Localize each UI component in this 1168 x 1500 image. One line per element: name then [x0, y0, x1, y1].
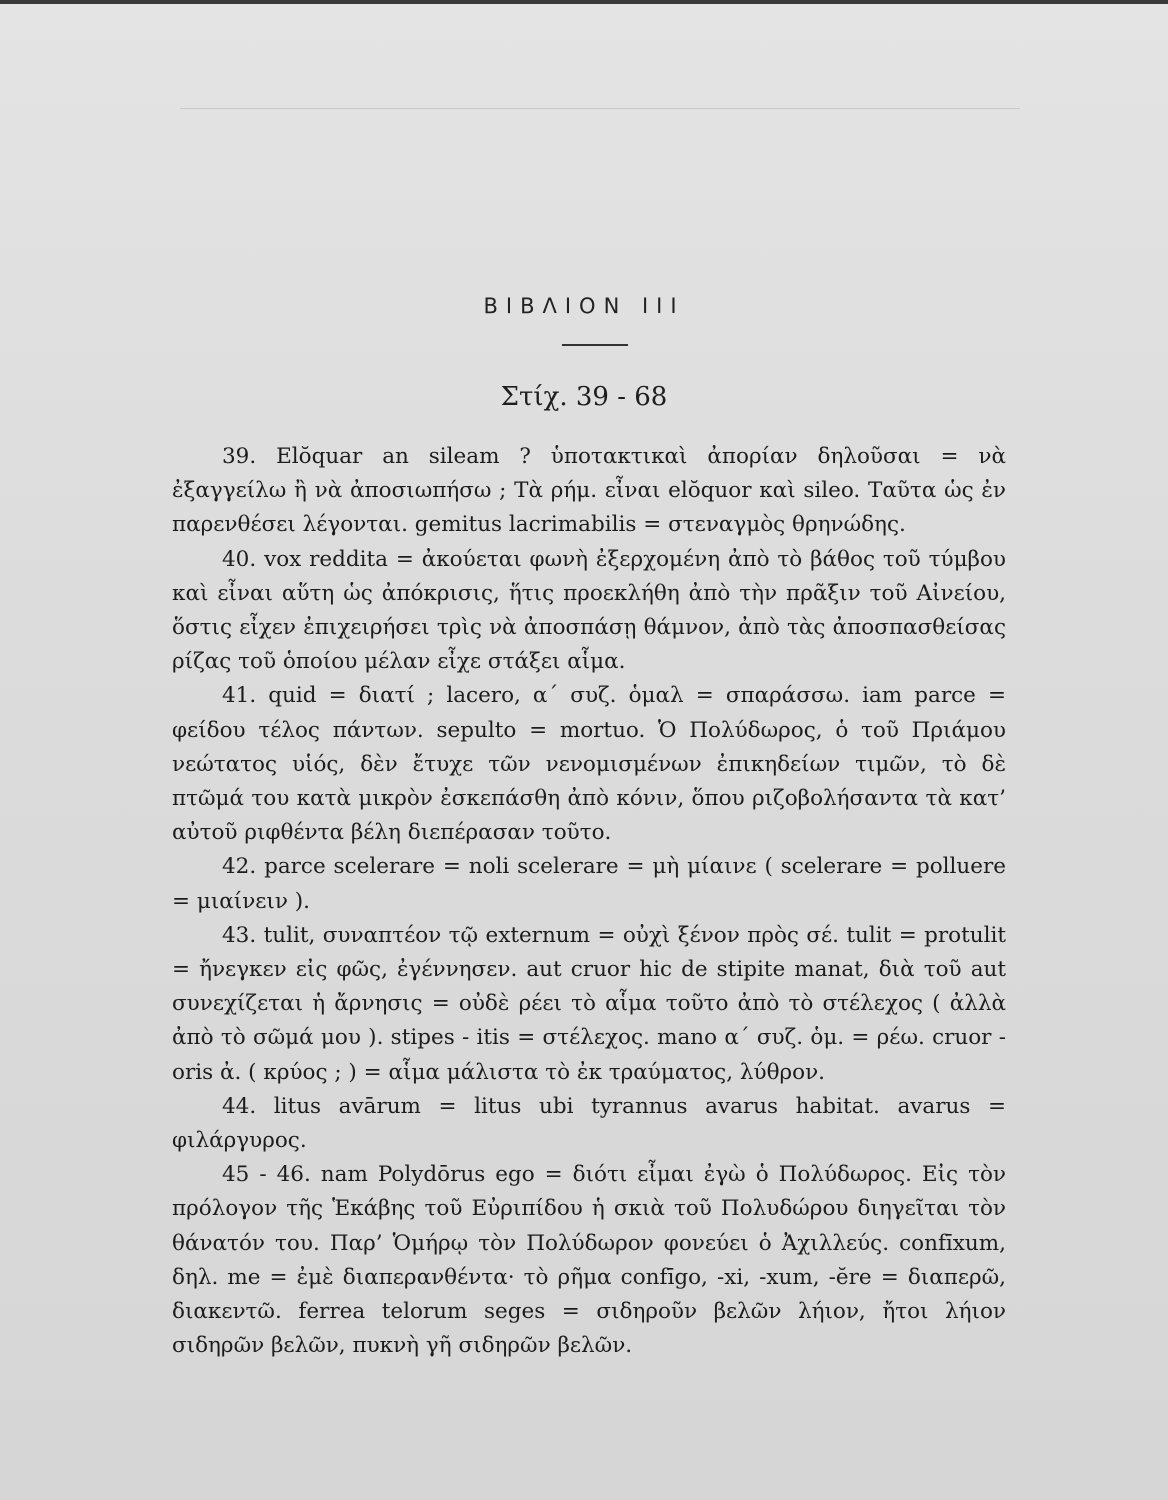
verse-number: 45 - 46. — [222, 1162, 311, 1188]
verses-heading: Στίχ. 39 - 68 — [500, 382, 668, 412]
header-divider — [562, 344, 628, 346]
entry-text: Elŏquar an sileam ? ὑποτακτικαὶ ἀπορίαν δηλοῦσαι = νὰ ἐξαγγείλω ἢ νὰ ἀποσιωπήσω ; Τὰ ρήμ. εἶναι elŏquor καὶ sileo. Ταῦτα ὡς ἐν παρενθέσει λέγονται. gemitus lacrimabilis = στεναγμὸς θρηνώδης. — [172, 444, 1006, 538]
entry-text: parce scelerare = noli scelerare = μὴ μίαινε ( scelerare = polluere = μιαίνειν ). — [172, 854, 1006, 914]
entry-text: nam Polydōrus ego = διότι εἶμαι ἐγὼ ὁ Πολύδωρος. Εἰς τὸν πρόλογον τῆς Ἑκάβης τοῦ Εὐριπίδου ἡ σκιὰ τοῦ Πολυδώρου διηγεῖται τὸν θάνατόν του. Παρ’ Ὁμήρῳ τὸν Πολύδωρον φονεύει ὁ Ἀχιλλεύς. confīxum, δηλ. me = ἐμὲ διαπερανθέντα· τὸ ρῆμα confīgo, -xi, -xum, -ĕre = διαπερῶ, διακεντῶ. ferrea telorum seges = σιδηροῦν βελῶν λήιον, ἤτοι λήιον σιδηρῶν βελῶν, πυκνὴ γῆ σιδηρῶν βελῶν. — [172, 1162, 1006, 1359]
verse-number: 41. — [222, 683, 257, 709]
entry-text: tulit, συναπτέον τῷ externum = οὐχὶ ξένον πρὸς σέ. tulit = protulit = ἤνεγκεν εἰς φῶς, ἐγέννησεν. aut cruor hic de stipite manat, διὰ τοῦ aut συνεχίζεται ἡ ἄρνησις = οὐδὲ ρέει τὸ αἷμα τοῦτο ἀπὸ τὸ στέλεχος ( ἀλλὰ ἀπὸ τὸ σῶμά μου ). stipes - itis = στέλεχος. mano α΄ συζ. ὁμ. = ρέω. cruor - oris ἀ. ( κρύος ; ) = αἷμα μάλιστα τὸ ἐκ τραύματος, λύθρον. — [172, 922, 1006, 1085]
commentary-entry-40 — [172, 543, 1006, 680]
commentary-entry-39 — [172, 440, 1006, 543]
verse-number: 40. — [222, 546, 257, 572]
commentary-entry-41 — [172, 679, 1006, 850]
entry-text: litus avārum = litus ubi tyrannus avarus habitat. avarus = φιλάργυρος. — [172, 1093, 1006, 1154]
commentary-body — [172, 440, 1006, 1363]
show-through-rule — [180, 108, 1020, 109]
commentary-entry-43 — [172, 919, 1006, 1090]
verse-number: 42. — [222, 854, 257, 880]
verse-number: 44. — [222, 1093, 257, 1119]
scan-top-edge — [0, 0, 1168, 4]
commentary-entry-44 — [172, 1090, 1006, 1158]
commentary-entry-45-46 — [172, 1158, 1006, 1363]
book-header: ΒΙΒΛΙΟΝ III — [483, 294, 685, 318]
commentary-entry-42 — [172, 850, 1006, 918]
verse-number: 43. — [222, 922, 257, 948]
verse-number: 39. — [222, 444, 257, 469]
entry-text: vox reddita = ἀκούεται φωνὴ ἐξερχομένη ἀπὸ τὸ βάθος τοῦ τύμβου καὶ εἶναι αὕτη ὡς ἀπόκρισις, ἥτις προεκλήθη ἀπὸ τὴν πρᾶξιν τοῦ Αἰνείου, ὅστις εἶχεν ἐπιχειρήσει τρὶς νὰ ἀποσπάσῃ θάμνον, ἀπὸ τὰς ἀποσπασθείσας ρίζας τοῦ ὁποίου μέλαν εἶχε στάξει αἷμα. — [172, 546, 1006, 675]
entry-text: quid = διατί ; lacero, α΄ συζ. ὁμαλ = σπαράσσω. iam parce = φείδου τέλος πάντων. sepulto = mortuo. Ὁ Πολύδωρος, ὁ τοῦ Πριάμου νεώτατος υἱός, δὲν ἔτυχε τῶν νενομισμένων ἐπικηδείων τιμῶν, τὸ δὲ πτῶμά του κατὰ μικρὸν ἐσκεπάσθη ἀπὸ κόνιν, ὅπου ριζοβολήσαντα τὰ κατ’ αὐτοῦ ριφθέντα βέλη διεπέρασαν τοῦτο. — [172, 683, 1006, 846]
